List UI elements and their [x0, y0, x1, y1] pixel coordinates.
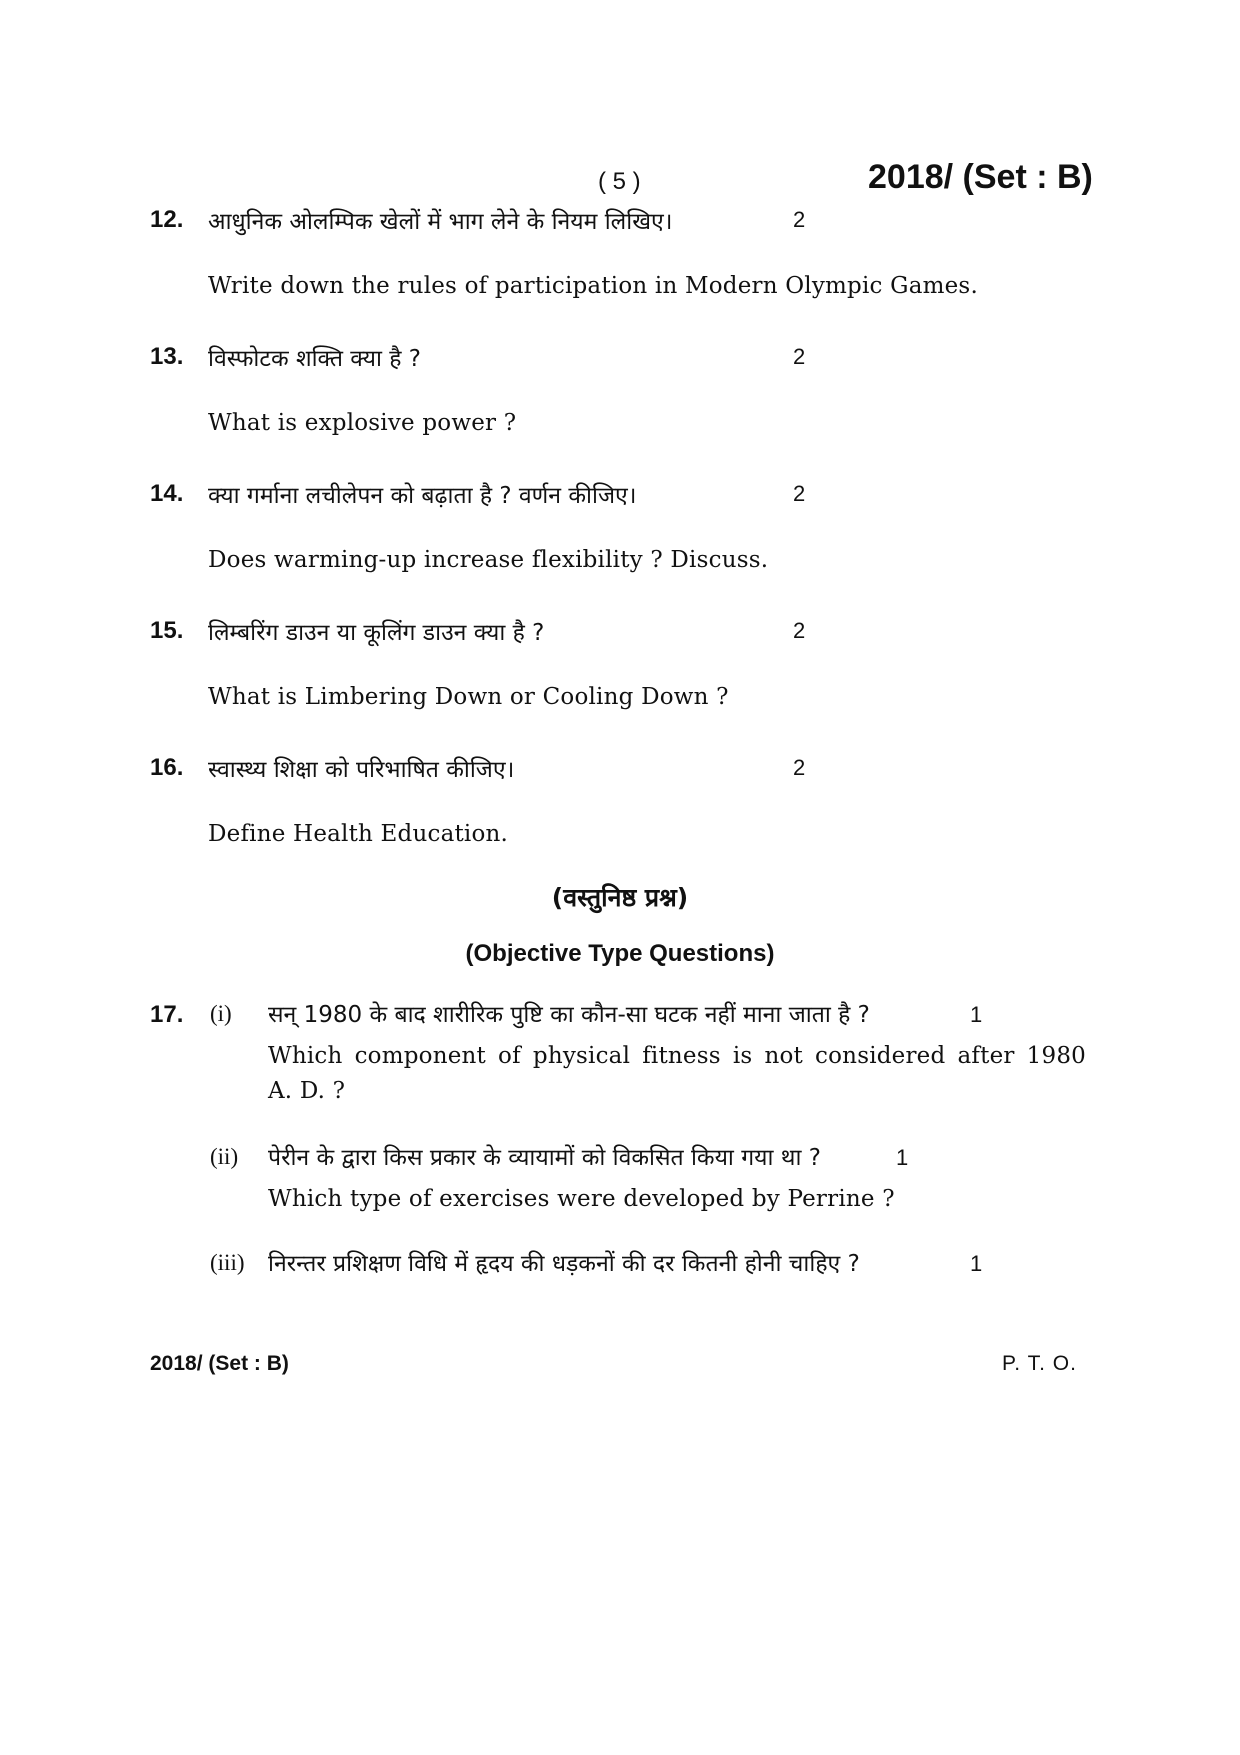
- question-16-hindi: स्वास्थ्य शिक्षा को परिभाषित कीजिए।: [208, 757, 515, 783]
- question-13-hindi: विस्फोटक शक्ति क्या है ?: [208, 346, 421, 372]
- part-ii-english: Which type of exercises were developed by Perrine ?: [268, 1186, 895, 1212]
- set-label-footer: 2018/ (Set : B): [150, 1352, 289, 1375]
- question-number-15: 15.: [150, 617, 184, 644]
- question-14-english: Does warming-up increase flexibility ? Discuss.: [208, 547, 769, 573]
- question-13-english: What is explosive power ?: [208, 410, 517, 436]
- part-ii-marks: 1: [896, 1145, 909, 1170]
- part-i-english-line2: A. D. ?: [268, 1078, 346, 1104]
- part-label-iii: (iii): [210, 1250, 245, 1275]
- question-number-13: 13.: [150, 343, 184, 370]
- question-12-marks: 2: [793, 207, 806, 232]
- question-number-14: 14.: [150, 480, 184, 507]
- pto-label: P. T. O.: [1002, 1352, 1077, 1375]
- part-iii-hindi: निरन्तर प्रशिक्षण विधि में हृदय की धड़कनों की दर कितनी होनी चाहिए ?: [268, 1251, 860, 1277]
- question-16-english: Define Health Education.: [208, 821, 509, 847]
- question-12-hindi: आधुनिक ओलम्पिक खेलों में भाग लेने के नियम लिखिए।: [208, 209, 673, 235]
- question-number-12: 12.: [150, 206, 184, 233]
- part-i-hindi: सन् 1980 के बाद शारीरिक पुष्टि का कौन-सा घटक नहीं माना जाता है ?: [268, 1002, 870, 1028]
- part-i-marks: 1: [970, 1002, 983, 1027]
- part-i-english-line1: Which component of physical fitness is not considered after 1980: [268, 1043, 1086, 1069]
- question-15-marks: 2: [793, 618, 806, 643]
- part-iii-marks: 1: [970, 1251, 983, 1276]
- question-14-marks: 2: [793, 481, 806, 506]
- section-heading-english: (Objective Type Questions): [465, 940, 775, 967]
- question-16-marks: 2: [793, 755, 806, 780]
- question-13-marks: 2: [793, 344, 806, 369]
- part-label-ii: (ii): [210, 1144, 239, 1169]
- section-heading-hindi: (वस्तुनिष्ठ प्रश्न): [551, 883, 689, 912]
- part-ii-hindi: पेरीन के द्वारा किस प्रकार के व्यायामों को विकसित किया गया था ?: [268, 1145, 821, 1171]
- question-15-hindi: लिम्बरिंग डाउन या कूलिंग डाउन क्या है ?: [208, 620, 545, 646]
- question-number-16: 16.: [150, 754, 184, 781]
- question-14-hindi: क्या गर्माना लचीलेपन को बढ़ाता है ? वर्णन कीजिए।: [208, 483, 637, 509]
- question-number-17: 17.: [150, 1001, 184, 1028]
- part-label-i: (i): [210, 1001, 232, 1026]
- set-label-header: 2018/ (Set : B): [868, 158, 1093, 196]
- question-12-english: Write down the rules of participation in Modern Olympic Games.: [208, 273, 978, 299]
- question-15-english: What is Limbering Down or Cooling Down ?: [208, 684, 729, 710]
- page-number: ( 5 ): [598, 168, 641, 195]
